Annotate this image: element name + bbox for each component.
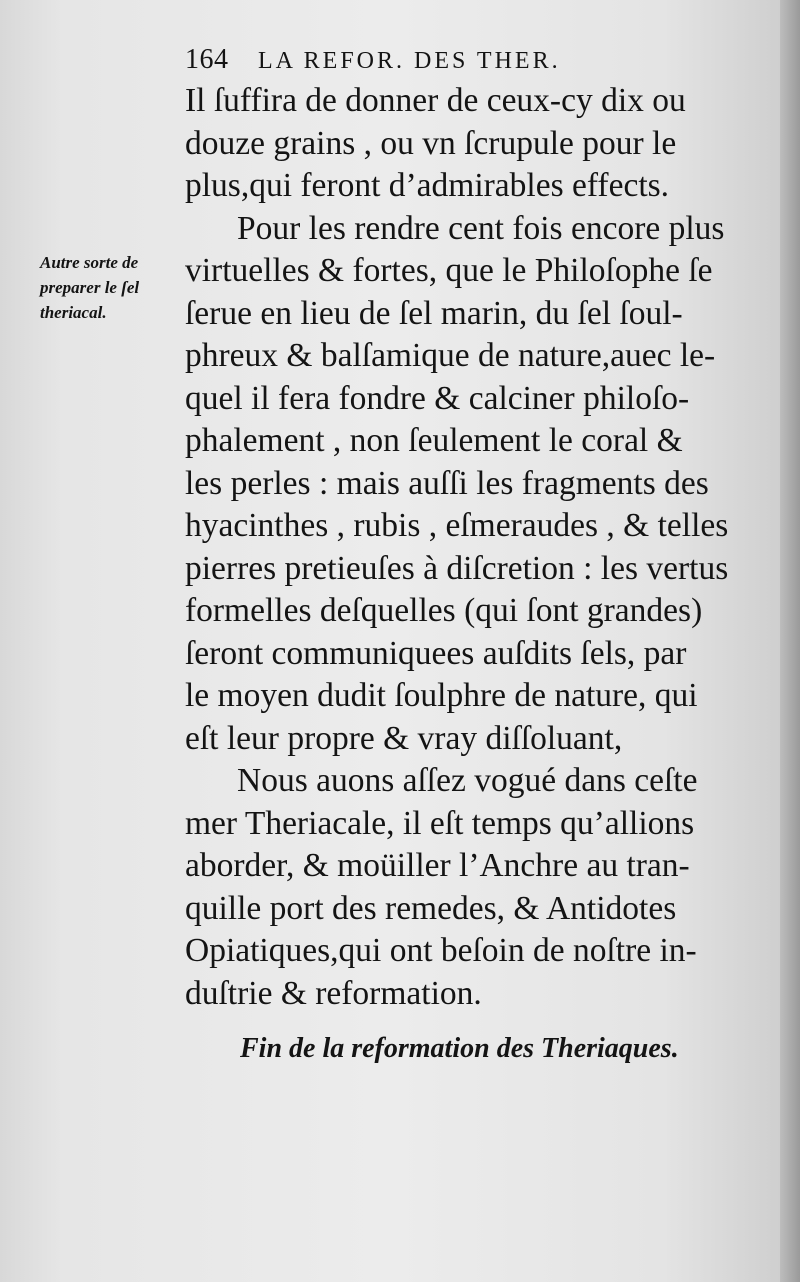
text-line: phalement , non ſeulement le coral & (185, 422, 683, 459)
margin-note (40, 250, 185, 325)
margin-note-line: Autre sorte de (40, 253, 139, 272)
margin-note-line: theriacal. (40, 303, 107, 322)
page-edge-shadow (780, 0, 800, 1282)
text-line: les perles : mais auſſi les fragments des (185, 464, 709, 502)
text-line: duſtrie & reformation. (185, 974, 482, 1012)
closing-line: Fin de la reformation des Theriaques. (240, 1033, 679, 1064)
body-text (185, 80, 735, 1015)
text-line: ſerue en lieu de ſel marin, du ſel ſoul- (185, 294, 683, 332)
text-line: pierres pretieuſes à diſcretion : les vertus (185, 549, 729, 587)
text-line: hyacinthes , rubis , eſmeraudes , & telles (185, 507, 729, 544)
text-line: eſt leur propre & vray diſſoluant, (185, 719, 623, 757)
text-line: quel il fera fondre & calciner philoſo- (185, 379, 690, 417)
text-line: formelles deſquelles (qui ſont grandes) (185, 592, 703, 629)
text-line: quille port des remedes, & Antidotes (185, 889, 677, 927)
text-line: douze grains , ou vn ſcrupule pour le (185, 124, 677, 162)
text-line: plus,qui feront d’admirables effects. (185, 167, 670, 204)
text-line: le moyen dudit ſoulphre de nature, qui (185, 677, 698, 714)
text-line: virtuelles & fortes, que le Philoſophe ſe (185, 252, 713, 289)
page-number: 164 (185, 44, 229, 75)
margin-note-line: preparer le ſel (40, 278, 140, 297)
text-line: Nous auons aſſez vogué dans ceſte (237, 762, 698, 799)
text-line: Pour les rendre cent fois encore plus (237, 209, 725, 247)
text-line: Opiatiques,qui ont beſoin de noſtre in- (185, 932, 697, 969)
text-line: phreux & balſamique de nature,auec le- (185, 337, 716, 374)
text-line: aborder, & moüiller l’Anchre au tran- (185, 847, 690, 884)
running-title: LA REFOR. DES THER. (258, 48, 561, 74)
text-line: mer Theriacale, il eſt temps qu’allions (185, 804, 695, 842)
text-line: ſeront communiquees auſdits ſels, par (185, 634, 687, 672)
text-line: Il ſuffira de donner de ceux-cy dix ou (185, 82, 686, 119)
running-header (185, 40, 705, 81)
